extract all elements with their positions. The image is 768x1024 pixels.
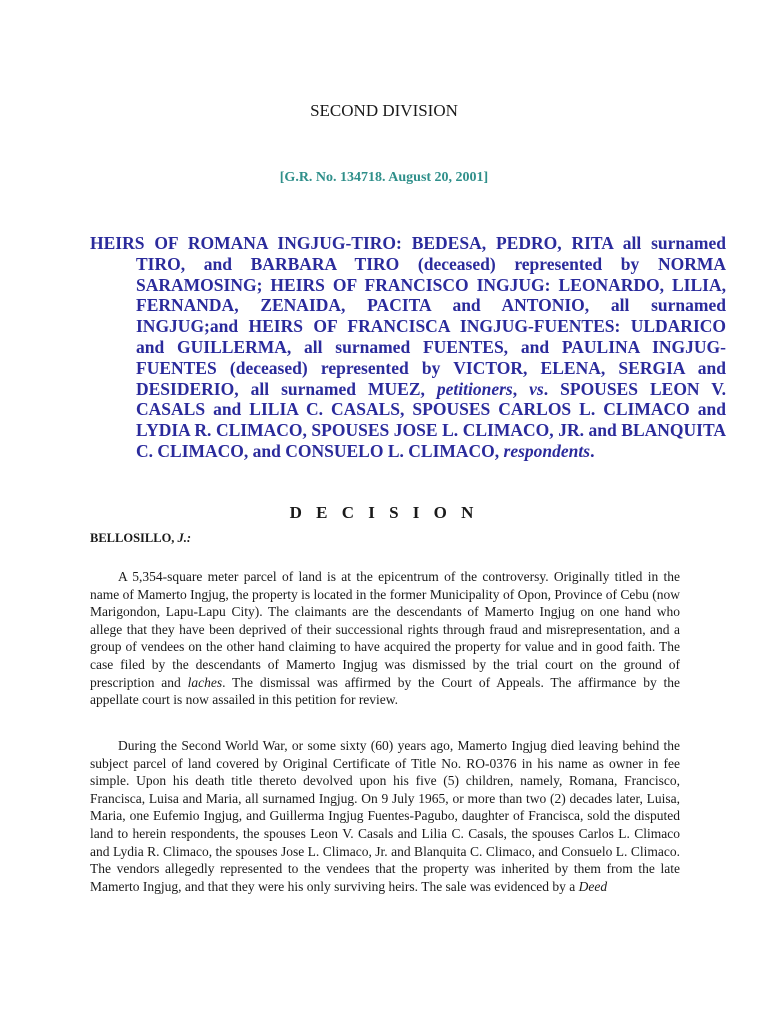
decision-heading: D E C I S I O N (289, 503, 479, 522)
ponente-name: BELLOSILLO, (90, 531, 175, 545)
body-paragraph-1 (90, 568, 680, 709)
para2-text-a: During the Second World War, or some sixty (60) years ago, Mamerto Ingjug died leaving behind the subject parcel of land covered by Original Certificate of Title No. RO-0376 in his name as owner in fee simple. Upon his death title thereto devolved upon his five (5) children, namely, Romana, Francisco, Francisca, Luisa and Maria, all surnamed Ingjug. On 9 July 1965, or more than two (2) decades later, Luisa, Maria, one Eufemio Ingjug, and Guillerma Ingjug Fuentes-Pagubo, daughter of Francisca, sold the disputed land to herein respondents, the spouses Leon V. Casals and Lilia C. Casals, the spouses Carlos L. Climaco and Lydia R. Climaco, the spouses Jose L. Climaco, Jr. and Blanquita C. Climaco, and Consuelo L. Climaco. The vendors allegedly represented to the vendees that the property was inherited by them from the late Mamerto Ingjug, and that they were his only surviving heirs. The sale was evidenced by a (90, 738, 680, 894)
para1-text-b: . The dismissal was affirmed by the Court of Appeals. The affirmance by the appellate court is now assailed in this petition for review. (90, 674, 680, 708)
case-parties: HEIRS OF ROMANA INGJUG-TIRO: BEDESA, PEDRO, RITA all surnamed TIRO, and BARBARA TIRO (deceased) represented by NORMA SARAMOSING; HEIRS OF FRANCISCO INGJUG: LEONARDO, LILIA, FERNANDA, ZENAIDA, PACITA and ANTONIO, all surnamed INGJUG;and HEIRS OF FRANCISCA INGJUG-FUENTES: ULDARICO and GUILLERMA, all surnamed FUENTES, and PAULINA INGJUG-FUENTES (deceased) represented by VICTOR, ELENA, SERGIA and DESIDERIO, all surnamed MUEZ, petitioners, vs. SPOUSES LEON V. CASALS and LILIA C. CASALS, SPOUSES CARLOS L. CLIMACO and LYDIA R. CLIMACO, SPOUSES JOSE L. CLIMACO, JR. and BLANQUITA C. CLIMACO, and CONSUELO L. CLIMACO, respondents. (90, 233, 727, 461)
body-paragraph-2 (90, 737, 680, 895)
case-number: [G.R. No. 134718. August 20, 2001] (279, 170, 489, 185)
division-heading: SECOND DIVISION (310, 101, 458, 120)
petitioners-text: HEIRS OF ROMANA INGJUG-TIRO: BEDESA, PEDRO, RITA all surnamed TIRO, and BARBARA TIRO (deceased) represented by NORMA SARAMOSING; HEIRS OF FRANCISCO INGJUG: LEONARDO, LILIA, FERNANDA, ZENAIDA, PACITA and ANTONIO, all surnamed INGJUG;and HEIRS OF FRANCISCA INGJUG-FUENTES: ULDARICO and GUILLERMA, all surnamed FUENTES, and PAULINA INGJUG-FUENTES (deceased) represented by VICTOR, ELENA, SERGIA and DESIDERIO, all surnamed MUEZ, (90, 233, 726, 399)
deed-term: Deed (578, 878, 608, 894)
respondents-label: respondents (503, 440, 591, 461)
petitioners-label: petitioners (436, 378, 513, 399)
ponente-title: J.: (177, 531, 192, 545)
respondents-text: SPOUSES LEON V. CASALS and LILIA C. CASALS, SPOUSES CARLOS L. CLIMACO and LYDIA R. CLIMACO, SPOUSES JOSE L. CLIMACO, JR. and BLANQUITA C. CLIMACO, and CONSUELO L. CLIMACO, (136, 378, 727, 461)
para1-text-a: A 5,354-square meter parcel of land is at the epicentrum of the controversy. Originally titled in the name of Mamerto Ingjug, the property is located in the former Municipality of Opon, Province of Cebu (now Marigondon, Lapu-Lapu City). The claimants are the descendants of Mamerto Ingjug on one hand who allege that they have been deprived of their successional rights through fraud and misrepresentation, and a group of vendees on the other hand claiming to have acquired the property for value and in good faith. The case filed by the descendants of Mamerto Ingjug was dismissed by the trial court on the ground of prescription and (90, 569, 680, 690)
ponente (90, 531, 191, 546)
vs-label: vs (529, 378, 544, 399)
laches-term: laches (187, 674, 223, 690)
